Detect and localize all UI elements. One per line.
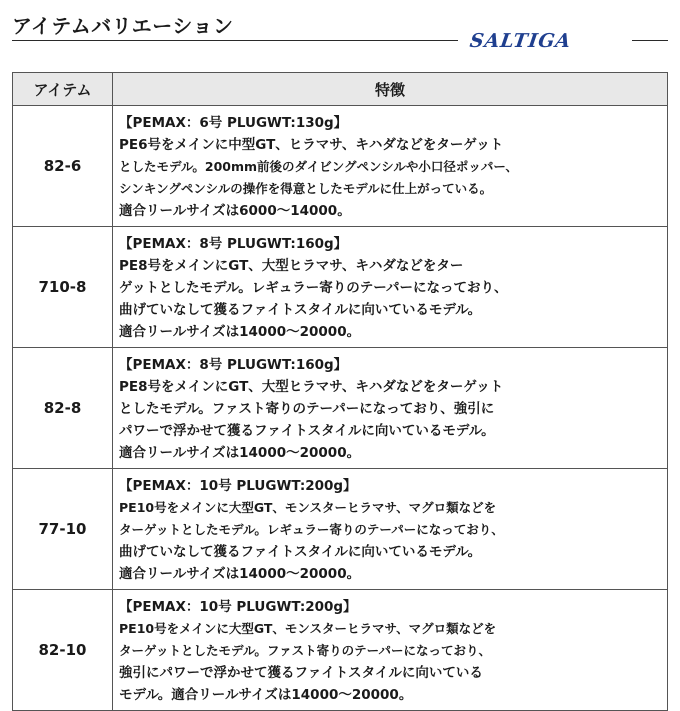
title-underline-right xyxy=(632,40,668,41)
feature-line: PE8号をメインにGT、大型ヒラマサ、キハダなどをターゲット xyxy=(119,379,504,395)
item-code: 710-8 xyxy=(13,227,113,348)
feature-line: 曲げていなして獲るファイトスタイルに向いているモデル。 xyxy=(119,544,482,560)
column-header-item: アイテム xyxy=(13,73,113,106)
feature-line: 適合リールサイズは14000～20000。 xyxy=(119,445,361,461)
item-spec: 【PEMAX：8号 PLUGWT:160g】 xyxy=(119,236,348,252)
page-title: アイテムバリエーション xyxy=(12,14,234,38)
item-variation-table xyxy=(12,72,668,711)
feature-line: PE6号をメインに中型GT、ヒラマサ、キハダなどをターゲット xyxy=(119,137,504,153)
item-features xyxy=(113,590,668,711)
item-code: 77-10 xyxy=(13,469,113,590)
feature-line: PE8号をメインにGT、大型ヒラマサ、キハダなどをター xyxy=(119,258,464,274)
item-code: 82-10 xyxy=(13,590,113,711)
table-row xyxy=(13,590,668,711)
table-row xyxy=(13,348,668,469)
feature-line: PE10号をメインに大型GT、モンスターヒラマサ、マグロ類などを xyxy=(119,500,497,515)
feature-line: シンキングペンシルの操作を得意としたモデルに仕上がっている。 xyxy=(119,181,493,196)
item-spec: 【PEMAX：10号 PLUGWT:200g】 xyxy=(119,478,357,494)
item-code: 82-6 xyxy=(13,106,113,227)
feature-line: 適合リールサイズは14000～20000。 xyxy=(119,324,361,340)
feature-line: としたモデル。200mm前後のダイビングペンシルや小口径ポッパー、 xyxy=(119,159,518,174)
brand-logo: SALTIGA xyxy=(468,30,573,52)
feature-line: モデル。適合リールサイズは14000～20000。 xyxy=(119,687,413,703)
item-features xyxy=(113,348,668,469)
feature-line: PE10号をメインに大型GT、モンスターヒラマサ、マグロ類などを xyxy=(119,621,497,636)
feature-line: ターゲットとしたモデル。レギュラー寄りのテーパーになっており、 xyxy=(119,522,504,537)
table-row xyxy=(13,106,668,227)
item-spec: 【PEMAX：8号 PLUGWT:160g】 xyxy=(119,357,348,373)
column-header-features: 特徴 xyxy=(113,73,668,106)
item-spec: 【PEMAX：10号 PLUGWT:200g】 xyxy=(119,599,357,615)
table-header-row xyxy=(13,73,668,106)
page-header xyxy=(0,0,680,60)
item-features xyxy=(113,469,668,590)
feature-line: 曲げていなして獲るファイトスタイルに向いているモデル。 xyxy=(119,302,482,318)
feature-line: パワーで浮かせて獲るファイトスタイルに向いているモデル。 xyxy=(119,423,495,439)
feature-line: 強引にパワーで浮かせて獲るファイトスタイルに向いている xyxy=(119,665,483,681)
feature-line: 適合リールサイズは6000～14000。 xyxy=(119,203,351,219)
table-row xyxy=(13,469,668,590)
item-spec: 【PEMAX：6号 PLUGWT:130g】 xyxy=(119,115,348,131)
feature-line: 適合リールサイズは14000～20000。 xyxy=(119,566,361,582)
item-features xyxy=(113,106,668,227)
item-code: 82-8 xyxy=(13,348,113,469)
table-row xyxy=(13,227,668,348)
feature-line: ゲットとしたモデル。レギュラー寄りのテーパーになっており、 xyxy=(119,280,508,296)
feature-line: ターゲットとしたモデル。ファスト寄りのテーパーになっており、 xyxy=(119,643,492,658)
feature-line: としたモデル。ファスト寄りのテーパーになっており、強引に xyxy=(119,401,495,417)
title-underline xyxy=(12,40,458,41)
item-features xyxy=(113,227,668,348)
